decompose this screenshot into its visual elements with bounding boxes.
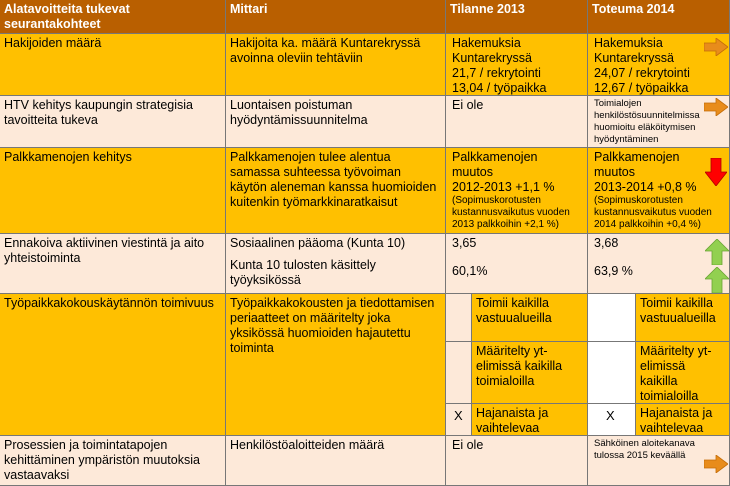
row2-2013 xyxy=(446,96,588,148)
arrow-right-orange-icon xyxy=(704,455,728,473)
row2-goal xyxy=(0,96,226,148)
row3-metric-text: Palkkamenojen tulee alentua samassa suhteessa työvoiman käytön aleneman kanssa huomioiden kuitenkin työmarkkinaratkaisut xyxy=(230,150,437,209)
row3-2013-line3: 2012-2013 +1,1 % xyxy=(452,180,555,194)
row1-metric xyxy=(226,34,446,96)
row6-2013-text: Ei ole xyxy=(452,438,484,452)
header-2014-label: Toteuma 2014 xyxy=(592,2,675,16)
row1-2013-line1: Hakemuksia xyxy=(452,36,521,50)
row1-2013-line2: Kuntarekryssä xyxy=(452,51,532,65)
row5-2013-opt2 xyxy=(472,342,588,404)
row6-metric-text: Henkilöstöaloitteiden määrä xyxy=(230,438,385,452)
row3-2013-line2: muutos xyxy=(452,165,493,179)
row2-2013-text: Ei ole xyxy=(452,98,484,112)
row1-2014-line3: 24,07 / rekrytointi xyxy=(594,66,690,80)
header-goal xyxy=(0,0,226,34)
arrow-down-red-icon xyxy=(705,158,727,186)
row6-metric xyxy=(226,436,446,486)
row4-metric-b: Kunta 10 tulosten käsittely työyksikössä xyxy=(230,258,376,287)
row3-2013-line1: Palkkamenojen xyxy=(452,150,538,164)
row4-metric xyxy=(226,234,446,294)
row5-2014-opt1 xyxy=(636,294,730,342)
arrow-up-green-icon xyxy=(705,267,729,293)
row5-2013-opt2-text: Määritelty yt-elimissä kaikilla toimialoilla xyxy=(476,344,563,388)
row5-2014-box3 xyxy=(588,404,636,436)
row6-goal xyxy=(0,436,226,486)
row5-2013-opt3 xyxy=(472,404,588,436)
row3-2014-line1: Palkkamenojen xyxy=(594,150,680,164)
row4-2013-b: 60,1% xyxy=(452,264,488,278)
row5-goal xyxy=(0,294,226,436)
row5-2013-box2 xyxy=(446,342,472,404)
row4-goal-text: Ennakoiva aktiivinen viestintä ja aito yhteistoiminta xyxy=(4,236,205,265)
row1-2013-line3: 21,7 / rekrytointi xyxy=(452,66,541,80)
row1-goal-text: Hakijoiden määrä xyxy=(4,36,102,50)
row1-metric-text: Hakijoita ka. määrä Kuntarekryssä avoinna oleviin tehtäviin xyxy=(230,36,421,65)
row5-2014-opt2 xyxy=(636,342,730,404)
row3-2014-note: (Sopimuskorotusten kustannusvaikutus vuoden 2014 palkkoihin +0,4 %) xyxy=(594,195,712,230)
row2-metric-text: Luontaisen poistuman hyödyntämissuunnitelma xyxy=(230,98,368,127)
arrow-right-orange-icon xyxy=(704,98,728,116)
row5-metric xyxy=(226,294,446,436)
row4-2013 xyxy=(446,234,588,294)
arrow-right-orange-icon xyxy=(704,38,728,56)
row1-2014-line4: 12,67 / työpaikka xyxy=(594,81,689,95)
row5-2014-box1 xyxy=(588,294,636,342)
header-2013 xyxy=(446,0,588,34)
row5-2014-opt3-text: Hajanaista ja vaihtelevaa xyxy=(640,406,713,435)
row3-goal xyxy=(0,148,226,234)
row5-2013-opt3-text: Hajanaista ja vaihtelevaa xyxy=(476,406,549,435)
row3-2013 xyxy=(446,148,588,234)
row5-2014-box2 xyxy=(588,342,636,404)
row2-2014-text: Toimialojen henkilöstösuunnitelmissa huomioitu eläköitymisen hyödyntäminen xyxy=(594,98,700,145)
row1-2013-line4: 13,04 / työpaikka xyxy=(452,81,547,95)
row5-2013-opt1-text: Toimii kaikilla vastuualueilla xyxy=(476,296,552,325)
row5-2014-mark: X xyxy=(606,408,615,423)
row5-2013-mark: X xyxy=(454,408,463,423)
row5-2013-box1 xyxy=(446,294,472,342)
header-2013-label: Tilanne 2013 xyxy=(450,2,525,16)
row5-goal-text: Työpaikkakokouskäytännön toimivuus xyxy=(4,296,214,310)
row2-goal-text: HTV kehitys kaupungin strategisia tavoitteita tukeva xyxy=(4,98,193,127)
row4-metric-a: Sosiaalinen pääoma (Kunta 10) xyxy=(230,236,406,250)
row4-goal xyxy=(0,234,226,294)
row2-metric xyxy=(226,96,446,148)
row5-2014-opt2-text: Määritelty yt-elimissä kaikilla toimialoilla xyxy=(640,344,712,403)
row5-2014-opt3 xyxy=(636,404,730,436)
row1-2013 xyxy=(446,34,588,96)
row6-2013 xyxy=(446,436,588,486)
row6-goal-text: Prosessien ja toimintatapojen kehittäminen ympäristön muutoksia vastaavaksi xyxy=(4,438,200,482)
header-goal-label: Alatavoitteita tukevat seurantakohteet xyxy=(4,2,130,31)
arrow-up-green-icon xyxy=(705,239,729,265)
header-metric-label: Mittari xyxy=(230,2,268,16)
row5-2014-opt1-text: Toimii kaikilla vastuualueilla xyxy=(640,296,716,325)
row4-2014-a: 3,68 xyxy=(594,236,619,250)
row5-2013-opt1 xyxy=(472,294,588,342)
row4-2013-a: 3,65 xyxy=(452,236,477,250)
row3-goal-text: Palkkamenojen kehitys xyxy=(4,150,132,164)
row1-2014-line2: Kuntarekryssä xyxy=(594,51,674,65)
row5-metric-text: Työpaikkakokousten ja tiedottamisen periaatteet on määritelty joka yksikössä huomioiden hajautettu toiminta xyxy=(230,296,435,355)
row1-goal xyxy=(0,34,226,96)
row6-2014-text: Sähköinen aloitekanava tulossa 2015 keväällä xyxy=(594,438,695,461)
row5-2013-box3 xyxy=(446,404,472,436)
header-2014 xyxy=(588,0,730,34)
row4-2014-b: 63,9 % xyxy=(594,264,633,278)
row3-2013-note: (Sopimuskorotusten kustannusvaikutus vuoden 2013 palkkoihin +2,1 %) xyxy=(452,195,570,230)
row3-metric xyxy=(226,148,446,234)
row3-2014-line2: muutos xyxy=(594,165,635,179)
row3-2014-line3: 2013-2014 +0,8 % xyxy=(594,180,697,194)
row1-2014-line1: Hakemuksia xyxy=(594,36,663,50)
header-metric xyxy=(226,0,446,34)
